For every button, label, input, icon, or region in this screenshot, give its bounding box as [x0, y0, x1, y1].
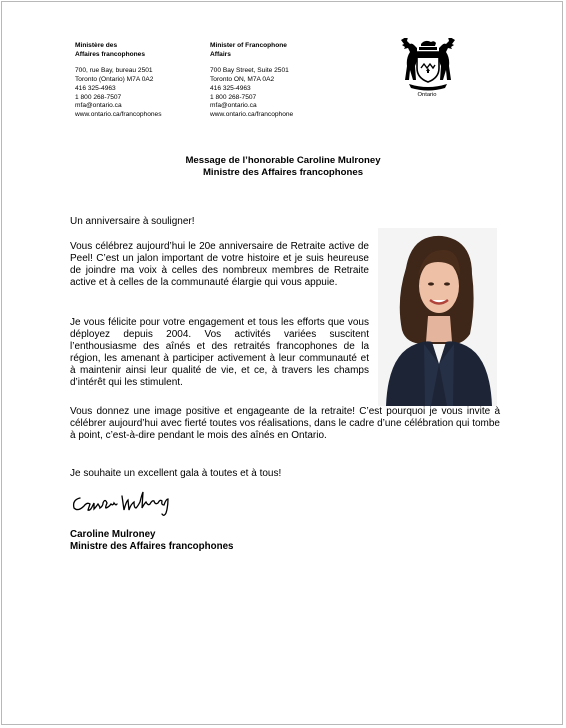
signatory-name: Caroline Mulroney [70, 529, 156, 540]
letterhead-en-address2: Toronto ON, M7A 0A2 [210, 75, 275, 83]
handwritten-signature [70, 488, 190, 516]
letterhead-fr-web: www.ontario.ca/francophones [75, 111, 162, 119]
message-title-line2: Ministre des Affaires francophones [202, 167, 364, 179]
letterhead-fr [75, 42, 162, 120]
letterhead-en-web: www.ontario.ca/francophone [210, 111, 294, 119]
letterhead-fr-org [75, 42, 162, 60]
portrait-photo [378, 228, 497, 406]
signatory-title: Ministre des Affaires francophones [70, 541, 234, 553]
letterhead-en-org-line1: Minister of Francophone [210, 42, 287, 49]
letter-greeting: Un anniversaire à souligner! [70, 216, 195, 227]
letter-paragraph-2: Je vous félicite pour votre engagement et tous les efforts que vous déployez depuis 2004. Vos activités variées suscitent l’enthousiasme des aînés et des retraités francophones de la région, les amenant à participer activement à leur communauté et à maintenir ainsi leur qualité de vie, et ce, à travers les champs d’intérêt qui les stimulent. [70, 317, 369, 389]
ontario-logo-label: Ontario [417, 92, 437, 98]
letter-paragraph-1: Vous célébrez aujourd’hui le 20e anniversaire de Retraite active de Peel! C’est un jalon important de votre histoire et je suis heureuse de joindre ma voix à celles des nombreux membres de Retraite active et à celles de la communauté élargie qui vous appuie. [70, 241, 369, 289]
letterhead-en-org [210, 42, 293, 60]
letter-closing: Je souhaite un excellent gala à toutes et à tous! [70, 468, 282, 479]
letterhead-fr-phone: 416 325-4963 [75, 84, 116, 92]
letterhead-fr-address2: Toronto (Ontario) M7A 0A2 [75, 75, 154, 83]
letterhead-fr-tollfree: 1 800 268-7507 [75, 93, 122, 101]
signature-block [70, 529, 234, 554]
letterhead-en-address1: 700 Bay Street, Suite 2501 [210, 66, 289, 74]
letter-page [1, 1, 563, 725]
letterhead-en-org-line2: Affairs [210, 50, 231, 58]
letterhead-fr-org-line2: Affaires francophones [75, 50, 145, 58]
letter-paragraph-3: Vous donnez une image positive et engageante de la retraite! C’est pourquoi je vous invite à célébrer aujourd’hui avec fierté toutes vos réalisations, dans le cadre d’une célébration qui tombe à point, c’est-à-dire pendant le mois des aînés en Ontario. [70, 406, 500, 442]
letterhead-fr-org-line1: Ministère des [75, 42, 118, 49]
letterhead-fr-email: mfa@ontario.ca [75, 102, 122, 110]
letterhead-en-phone: 416 325-4963 [210, 84, 251, 92]
letterhead-fr-address1: 700, rue Bay, bureau 2501 [75, 66, 153, 74]
letterhead-en [210, 42, 293, 120]
letterhead-en-tollfree: 1 800 268-7507 [210, 93, 257, 101]
message-title [2, 155, 564, 179]
letterhead-en-email: mfa@ontario.ca [210, 102, 257, 110]
message-title-line1: Message de l’honorable Caroline Mulroney [185, 155, 381, 166]
